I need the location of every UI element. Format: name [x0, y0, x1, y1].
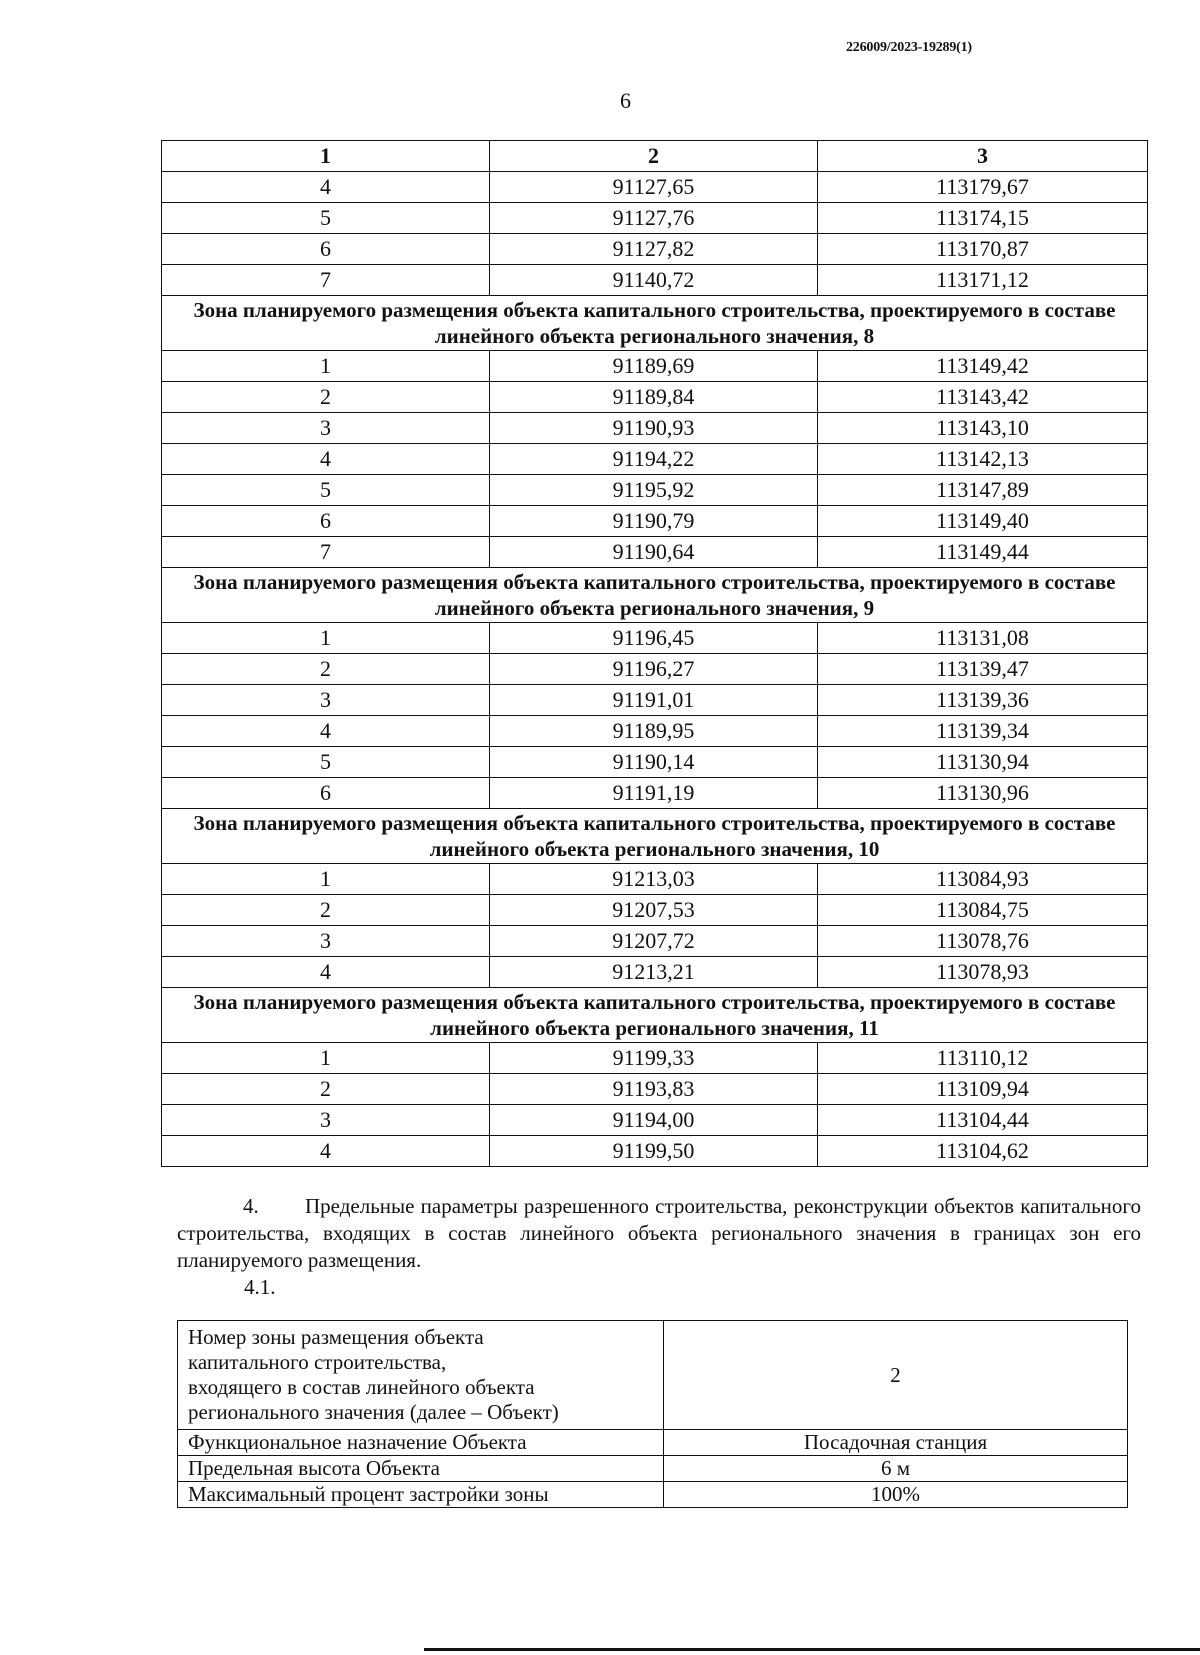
parameter-label: Функциональное назначение Объекта — [178, 1430, 664, 1456]
parameter-row — [178, 1456, 1128, 1482]
point-number-cell: 6 — [162, 778, 490, 809]
parameter-value: 6 м — [664, 1456, 1128, 1482]
parameter-row — [178, 1430, 1128, 1456]
zone-number-label: Номер зоны размещения объекта капитального строительства, входящего в состав линейного объекта регионального значения (далее – Объект) — [178, 1321, 664, 1430]
y-coordinate-cell: 113149,42 — [818, 351, 1148, 382]
y-coordinate-cell: 113131,08 — [818, 623, 1148, 654]
y-coordinate-cell: 113147,89 — [818, 475, 1148, 506]
y-coordinate-cell: 113104,62 — [818, 1136, 1148, 1167]
point-number-cell: 4 — [162, 716, 490, 747]
table-row — [162, 506, 1148, 537]
parameter-value: Посадочная станция — [664, 1430, 1128, 1456]
x-coordinate-cell: 91194,00 — [490, 1105, 818, 1136]
y-coordinate-cell: 113139,36 — [818, 685, 1148, 716]
y-coordinate-cell: 113149,40 — [818, 506, 1148, 537]
y-coordinate-cell: 113139,34 — [818, 716, 1148, 747]
point-number-cell: 4 — [162, 444, 490, 475]
table-row — [162, 351, 1148, 382]
point-number-cell: 1 — [162, 623, 490, 654]
table-row — [162, 203, 1148, 234]
header-cell: 2 — [490, 141, 818, 172]
table-row — [162, 1074, 1148, 1105]
table-row — [162, 1043, 1148, 1074]
table-row — [162, 413, 1148, 444]
zone-heading-row — [162, 568, 1148, 623]
table-row — [162, 926, 1148, 957]
point-number-cell: 6 — [162, 506, 490, 537]
x-coordinate-cell: 91189,95 — [490, 716, 818, 747]
y-coordinate-cell: 113142,13 — [818, 444, 1148, 475]
x-coordinate-cell: 91127,82 — [490, 234, 818, 265]
parameters-table — [177, 1320, 1128, 1508]
header-cell: 3 — [818, 141, 1148, 172]
y-coordinate-cell: 113179,67 — [818, 172, 1148, 203]
zone-heading: Зона планируемого размещения объекта капитального строительства, проектируемого в составе линейного объекта регионального значения, 8 — [162, 296, 1148, 351]
y-coordinate-cell: 113078,93 — [818, 957, 1148, 988]
point-number-cell: 1 — [162, 351, 490, 382]
x-coordinate-cell: 91127,76 — [490, 203, 818, 234]
x-coordinate-cell: 91191,01 — [490, 685, 818, 716]
x-coordinate-cell: 91190,79 — [490, 506, 818, 537]
table-row — [162, 957, 1148, 988]
x-coordinate-cell: 91190,93 — [490, 413, 818, 444]
coordinates-table — [161, 140, 1148, 1167]
y-coordinate-cell: 113084,75 — [818, 895, 1148, 926]
point-number-cell: 2 — [162, 382, 490, 413]
zone-heading: Зона планируемого размещения объекта капитального строительства, проектируемого в составе линейного объекта регионального значения, 11 — [162, 988, 1148, 1043]
point-number-cell: 2 — [162, 895, 490, 926]
table-row — [162, 716, 1148, 747]
point-number-cell: 3 — [162, 685, 490, 716]
zone-number-row — [178, 1321, 1128, 1430]
x-coordinate-cell: 91196,45 — [490, 623, 818, 654]
y-coordinate-cell: 113139,47 — [818, 654, 1148, 685]
y-coordinate-cell: 113084,93 — [818, 864, 1148, 895]
point-number-cell: 5 — [162, 203, 490, 234]
table-row — [162, 265, 1148, 296]
point-number-cell: 5 — [162, 475, 490, 506]
x-coordinate-cell: 91207,72 — [490, 926, 818, 957]
point-number-cell: 3 — [162, 1105, 490, 1136]
zone-heading: Зона планируемого размещения объекта капитального строительства, проектируемого в составе линейного объекта регионального значения, 10 — [162, 809, 1148, 864]
table-row — [162, 475, 1148, 506]
x-coordinate-cell: 91194,22 — [490, 444, 818, 475]
x-coordinate-cell: 91127,65 — [490, 172, 818, 203]
y-coordinate-cell: 113110,12 — [818, 1043, 1148, 1074]
x-coordinate-cell: 91213,03 — [490, 864, 818, 895]
y-coordinate-cell: 113143,10 — [818, 413, 1148, 444]
y-coordinate-cell: 113078,76 — [818, 926, 1148, 957]
table-row — [162, 1136, 1148, 1167]
table-row — [162, 1105, 1148, 1136]
point-number-cell: 7 — [162, 537, 490, 568]
point-number-cell: 4 — [162, 172, 490, 203]
section-number: 4. — [243, 1194, 259, 1218]
x-coordinate-cell: 91191,19 — [490, 778, 818, 809]
y-coordinate-cell: 113143,42 — [818, 382, 1148, 413]
point-number-cell: 1 — [162, 864, 490, 895]
table-row — [162, 864, 1148, 895]
x-coordinate-cell: 91199,50 — [490, 1136, 818, 1167]
subsection-number: 4.1. — [244, 1275, 276, 1299]
point-number-cell: 4 — [162, 957, 490, 988]
x-coordinate-cell: 91195,92 — [490, 475, 818, 506]
parameter-value: 100% — [664, 1482, 1128, 1508]
zone-heading-row — [162, 296, 1148, 351]
table-row — [162, 747, 1148, 778]
zone-heading: Зона планируемого размещения объекта капитального строительства, проектируемого в составе линейного объекта регионального значения, 9 — [162, 568, 1148, 623]
x-coordinate-cell: 91190,14 — [490, 747, 818, 778]
table-row — [162, 172, 1148, 203]
point-number-cell: 7 — [162, 265, 490, 296]
zone-number-value: 2 — [664, 1321, 1128, 1430]
parameter-label: Максимальный процент застройки зоны — [178, 1482, 664, 1508]
table-row — [162, 654, 1148, 685]
table-row — [162, 685, 1148, 716]
table-row — [162, 623, 1148, 654]
section-4-paragraph — [177, 1193, 1141, 1274]
point-number-cell: 3 — [162, 413, 490, 444]
x-coordinate-cell: 91189,84 — [490, 382, 818, 413]
y-coordinate-cell: 113109,94 — [818, 1074, 1148, 1105]
point-number-cell: 2 — [162, 654, 490, 685]
page-number: 6 — [620, 88, 631, 113]
y-coordinate-cell: 113104,44 — [818, 1105, 1148, 1136]
y-coordinate-cell: 113149,44 — [818, 537, 1148, 568]
table-row — [162, 537, 1148, 568]
point-number-cell: 3 — [162, 926, 490, 957]
parameter-row — [178, 1482, 1128, 1508]
point-number-cell: 1 — [162, 1043, 490, 1074]
table-row — [162, 444, 1148, 475]
x-coordinate-cell: 91213,21 — [490, 957, 818, 988]
zone-heading-row — [162, 809, 1148, 864]
parameter-label: Предельная высота Объекта — [178, 1456, 664, 1482]
point-number-cell: 6 — [162, 234, 490, 265]
table-header-row — [162, 141, 1148, 172]
x-coordinate-cell: 91196,27 — [490, 654, 818, 685]
table-row — [162, 234, 1148, 265]
y-coordinate-cell: 113130,96 — [818, 778, 1148, 809]
section-text: Предельные параметры разрешенного строительства, реконструкции объектов капитального строительства, входящих в состав линейного объекта регионального значения в границах зон его планируемого размещения. — [177, 1194, 1141, 1272]
x-coordinate-cell: 91193,83 — [490, 1074, 818, 1105]
x-coordinate-cell: 91207,53 — [490, 895, 818, 926]
table-row — [162, 382, 1148, 413]
document-number: 226009/2023-19289(1) — [846, 40, 972, 55]
point-number-cell: 5 — [162, 747, 490, 778]
x-coordinate-cell: 91189,69 — [490, 351, 818, 382]
bottom-rule — [424, 1648, 1200, 1651]
y-coordinate-cell: 113171,12 — [818, 265, 1148, 296]
y-coordinate-cell: 113130,94 — [818, 747, 1148, 778]
header-cell: 1 — [162, 141, 490, 172]
x-coordinate-cell: 91140,72 — [490, 265, 818, 296]
point-number-cell: 2 — [162, 1074, 490, 1105]
table-row — [162, 895, 1148, 926]
x-coordinate-cell: 91199,33 — [490, 1043, 818, 1074]
zone-heading-row — [162, 988, 1148, 1043]
y-coordinate-cell: 113170,87 — [818, 234, 1148, 265]
table-row — [162, 778, 1148, 809]
y-coordinate-cell: 113174,15 — [818, 203, 1148, 234]
x-coordinate-cell: 91190,64 — [490, 537, 818, 568]
point-number-cell: 4 — [162, 1136, 490, 1167]
